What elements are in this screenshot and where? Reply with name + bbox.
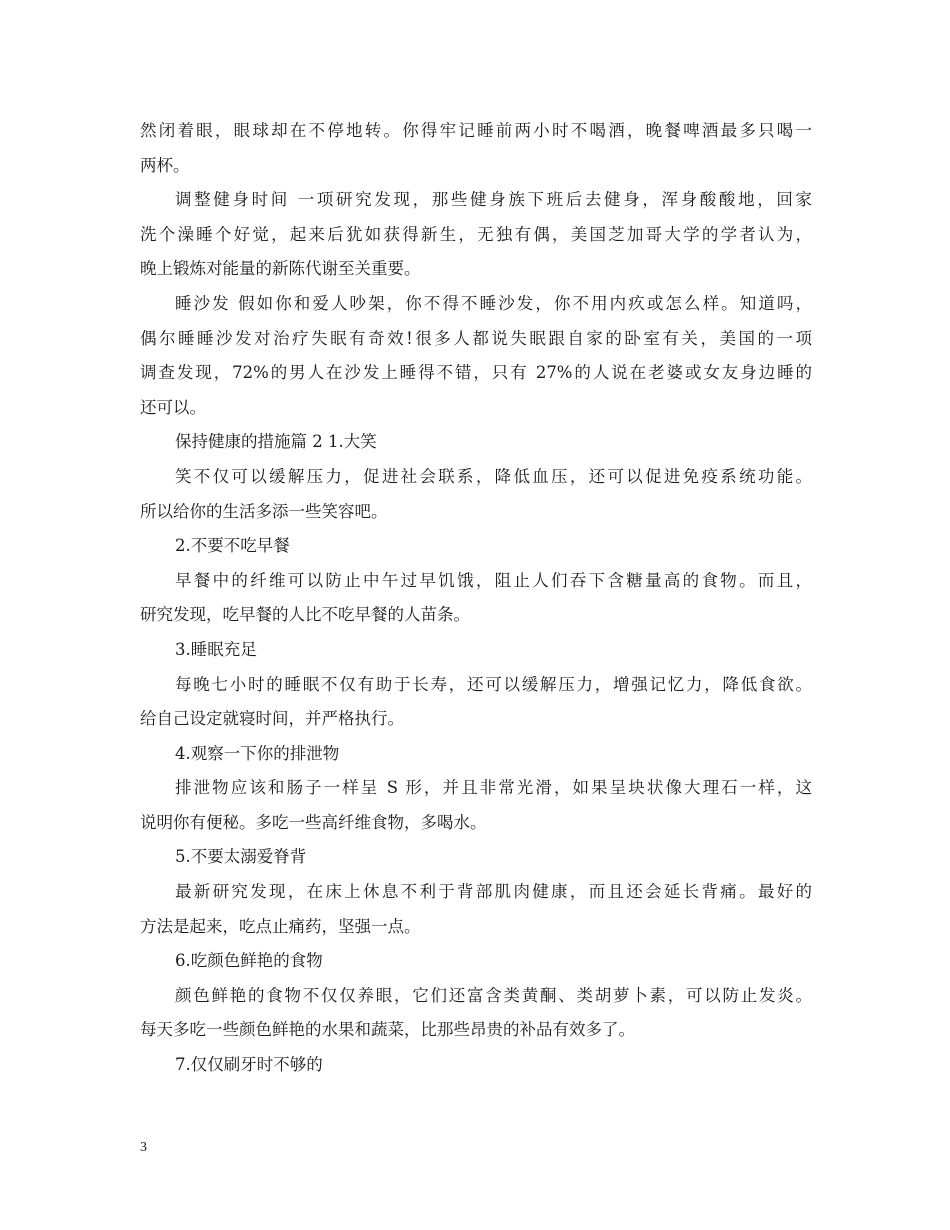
text-line: 所以给你的生活多添一些笑容吧。 [140, 501, 388, 521]
body-text [140, 114, 812, 1083]
text-line: 然闭着眼，眼球却在不停地转。你得牢记睡前两小时不喝酒，晚餐啤酒最多只喝一 [140, 121, 812, 140]
text-line: 偶尔睡睡沙发对治疗失眠有奇效!很多人都说失眠跟自家的卧室有关，美国的一项 [140, 328, 812, 348]
text-line: 方法是起来，吃点止痛药，坚强一点。 [140, 916, 421, 936]
text-line: 保持健康的措施篇 2 1.大笑 [175, 432, 377, 452]
text-line: 排泄物应该和肠子一样呈 S 形，并且非常光滑，如果呈块状像大理石一样，这 [175, 778, 812, 798]
text-line: 笑不仅可以缓解压力，促进社会联系，降低血压，还可以促进免疫系统功能。 [175, 466, 812, 486]
text-line: 6.吃颜色鲜艳的食物 [175, 951, 323, 971]
text-line: 调查发现，72%的男人在沙发上睡得不错，只有 27%的人说在老婆或女友身边睡的 [140, 363, 812, 383]
text-line: 5.不要太溺爱脊背 [175, 847, 307, 867]
text-line: 4.观察一下你的排泄物 [175, 743, 340, 763]
text-line: 研究发现，吃早餐的人比不吃早餐的人苗条。 [140, 605, 470, 625]
text-line: 每晚七小时的睡眠不仅有助于长寿，还可以缓解压力，增强记忆力，降低食欲。 [175, 674, 812, 694]
text-line: 晚上锻炼对能量的新陈代谢至关重要。 [140, 259, 421, 279]
text-line: 给自己设定就寝时间，并严格执行。 [140, 709, 404, 729]
text-line: 7.仅仅刷牙时不够的 [175, 1055, 323, 1075]
text-line: 每天多吃一些颜色鲜艳的水果和蔬菜，比那些昂贵的补品有效多了。 [140, 1020, 635, 1040]
text-line: 3.睡眠充足 [175, 639, 257, 659]
text-line: 调整健身时间 一项研究发现，那些健身族下班后去健身，浑身酸酸地，回家 [175, 190, 812, 210]
text-line: 最新研究发现，在床上休息不利于背部肌肉健康，而且还会延长背痛。最好的 [175, 882, 812, 902]
text-line: 颜色鲜艳的食物不仅仅养眼，它们还富含类黄酮、类胡萝卜素，可以防止发炎。 [175, 985, 812, 1005]
text-line: 早餐中的纤维可以防止中午过早饥饿，阻止人们吞下含糖量高的食物。而且， [175, 570, 812, 590]
text-line: 还可以。 [140, 397, 206, 417]
text-line: 洗个澡睡个好觉，起来后犹如获得新生，无独有偶，美国芝加哥大学的学者认为， [140, 224, 812, 244]
page-number: 3 [140, 1140, 147, 1155]
text-line: 说明你有便秘。多吃一些高纤维食物，多喝水。 [140, 812, 487, 832]
text-line: 睡沙发 假如你和爱人吵架，你不得不睡沙发，你不用内疚或怎么样。知道吗， [175, 293, 812, 313]
text-line: 两杯。 [140, 155, 190, 175]
text-line: 2.不要不吃早餐 [175, 536, 290, 556]
